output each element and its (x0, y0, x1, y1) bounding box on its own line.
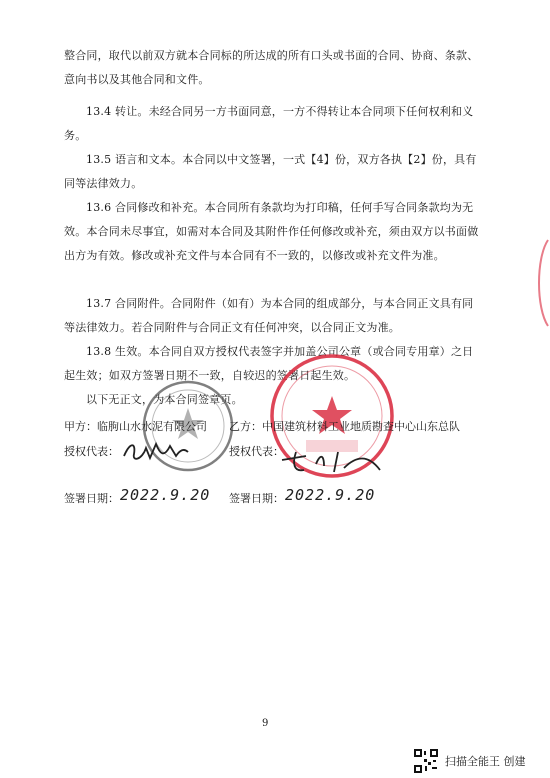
qr-code-icon (413, 748, 439, 774)
paragraph-13-6-amendment: 13.6 合同修改和补充。本合同所有条款均为打印稿，任何手写合同条款均为无效。本合同未尽事宜，如需对本合同及其附件作任何修改或补充，须由双方以书面做出方为有效。修改或补充文件与本合同有不一致的，以修改或补充文件为准。 (64, 201, 479, 262)
party-b-handwritten-date: 2022.9.20 (285, 486, 376, 504)
paragraph-complete-agreement: 整合同，取代以前双方就本合同标的所达成的所有口头或书面的合同、协商、条款、意向书以及其他合同和文件。 (64, 49, 479, 86)
paragraph-13-7-annex: 13.7 合同附件。合同附件（如有）为本合同的组成部分，与本合同正文具有同等法律效力。若合同附件与合同正文有任何冲突，以合同正文为准。 (64, 297, 474, 334)
party-a-date-label: 签署日期： (64, 492, 119, 505)
party-b-name: 乙方：中国建筑材料工业地质勘查中心山东总队 (229, 420, 460, 433)
edge-seal-fragment (530, 238, 550, 328)
party-a-name: 甲方：临朐山水水泥有限公司 (64, 420, 207, 433)
party-a-handwritten-date: 2022.9.20 (120, 486, 211, 504)
party-a-signature (120, 436, 190, 466)
party-b-auth-label: 授权代表： (229, 445, 284, 458)
paragraph-13-4-transfer: 13.4 转让。未经合同另一方书面同意，一方不得转让本合同项下任何权利和义务。 (64, 105, 474, 142)
scanner-badge (413, 748, 526, 774)
paragraph-end-note: 以下无正文，为本合同签章页。 (86, 393, 243, 406)
party-a-auth-label: 授权代表： (64, 445, 119, 458)
page-number: 9 (262, 718, 269, 729)
paragraph-13-8-effectiveness: 13.8 生效。本合同自双方授权代表签字并加盖公司公章（或合同专用章）之日起生效；如双方签署日期不一致，自较迟的签署日起生效。 (64, 345, 474, 382)
scanner-badge-text: 扫描全能王 创建 (445, 755, 526, 768)
paragraph-13-5-language: 13.5 语言和文本。本合同以中文签署，一式【4】份，双方各执【2】份，具有同等法律效力。 (64, 153, 477, 190)
party-b-date-label: 签署日期： (229, 492, 284, 505)
party-b-signature (276, 446, 386, 476)
